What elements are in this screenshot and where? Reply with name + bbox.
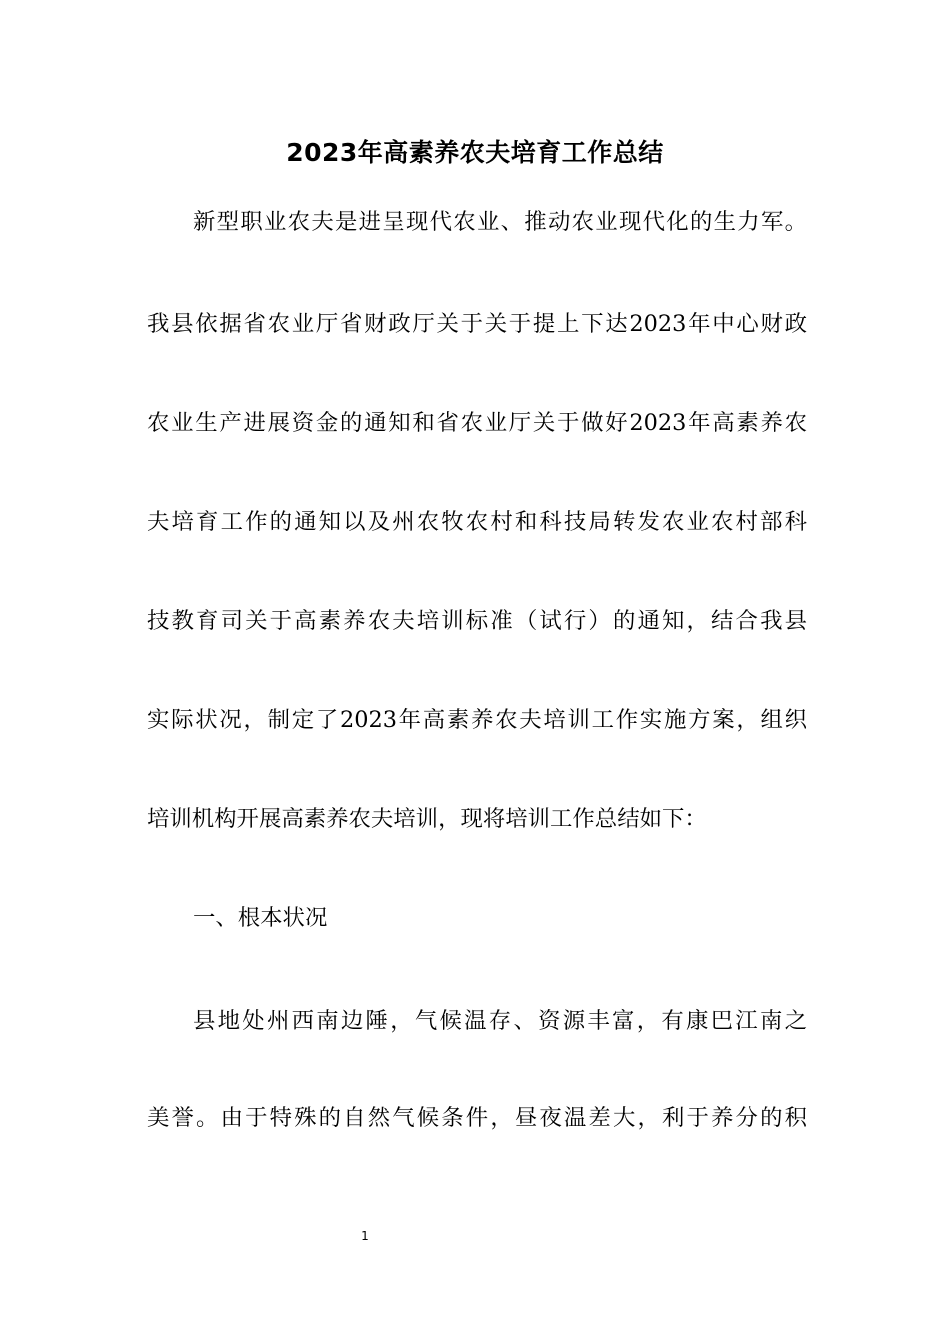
section-heading: 一、根本状况 xyxy=(193,905,328,931)
document-title: 2023年高素养农夫培育工作总结 xyxy=(286,138,664,167)
paragraph-line: 美誉。由于特殊的自然气候条件，昼夜温差大，利于养分的积 xyxy=(147,1105,807,1131)
paragraph-line: 培训机构开展高素养农夫培训，现将培训工作总结如下： xyxy=(147,806,707,832)
paragraph-line: 我县依据省农业厅省财政厅关于关于提上下达2023年中心财政 xyxy=(147,311,807,337)
paragraph-line: 县地处州西南边陲，气候温存、资源丰富，有康巴江南之 xyxy=(193,1008,807,1034)
paragraph-line: 实际状况，制定了2023年高素养农夫培训工作实施方案，组织 xyxy=(147,707,807,733)
paragraph-line: 夫培育工作的通知以及州农牧农村和科技局转发农业农村部科 xyxy=(147,509,807,535)
page-number: 1 xyxy=(361,1229,369,1243)
paragraph-line: 农业生产进展资金的通知和省农业厅关于做好2023年高素养农 xyxy=(147,410,807,436)
paragraph-line: 新型职业农夫是进呈现代农业、推动农业现代化的生力军。 xyxy=(193,209,807,235)
paragraph-line: 技教育司关于高素养农夫培训标准（试行）的通知，结合我县 xyxy=(147,608,807,634)
